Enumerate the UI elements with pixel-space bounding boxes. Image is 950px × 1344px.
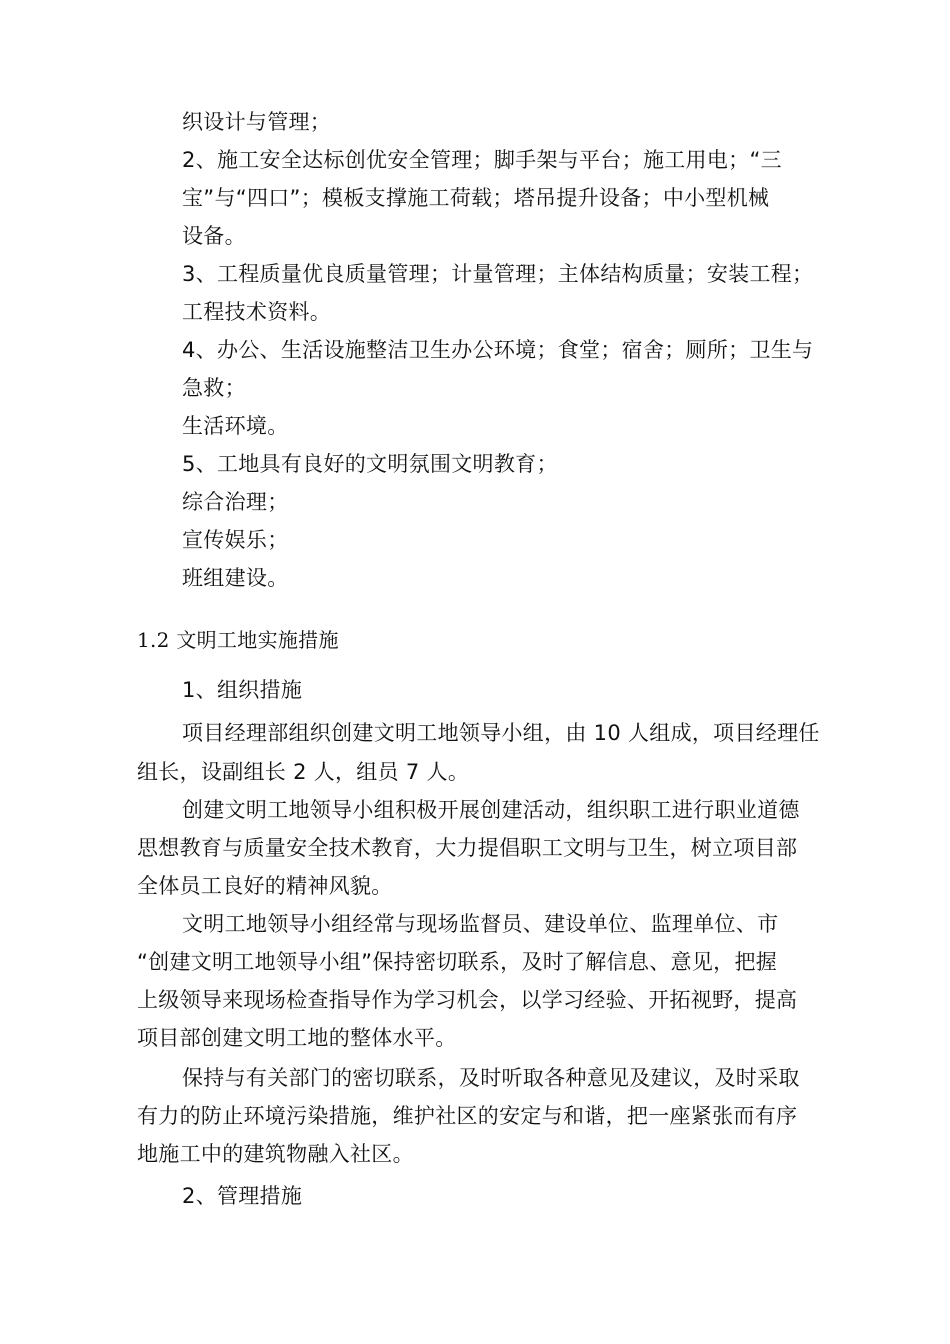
subsection-heading: 1、组织措施 (182, 678, 303, 702)
subsection-heading: 2、管理措施 (182, 1184, 303, 1208)
text-line: 3、工程质量优良质量管理；计量管理；主体结构质量；安装工程； (182, 262, 814, 286)
text-line: 思想教育与质量安全技术教育，大力提倡职工文明与卫生，树立项目部 (137, 836, 798, 860)
text-line: 组长，设副组长 2 人，组员 7 人。 (137, 760, 470, 784)
text-line: 保持与有关部门的密切联系，及时听取各种意见及建议，及时采取 (182, 1066, 800, 1090)
text-line: 4、办公、生活设施整洁卫生办公环境；食堂；宿舍；厕所；卫生与 (182, 338, 814, 362)
text-line: 全体员工良好的精神风貌。 (137, 874, 393, 898)
text-line: 宣传娱乐； (182, 528, 289, 552)
text-line: 上级领导来现场检查指导作为学习机会，以学习经验、开拓视野，提高 (137, 988, 798, 1012)
text-line: 项目部创建文明工地的整体水平。 (137, 1026, 457, 1050)
text-line: 项目经理部组织创建文明工地领导小组，由 10 人组成，项目经理任 (182, 721, 820, 745)
text-line: 有力的防止环境污染措施，维护社区的安定与和谐，把一座紧张而有序 (137, 1104, 798, 1128)
text-line: 工程技术资料。 (182, 300, 332, 324)
text-line: 班组建设。 (182, 566, 289, 590)
text-line: 2、施工安全达标创优安全管理；脚手架与平台；施工用电；“三 (182, 148, 782, 172)
text-line: 急救； (182, 376, 246, 400)
text-line: “创建文明工地领导小组”保持密切联系，及时了解信息、意见，把握 (137, 950, 778, 974)
text-line: 织设计与管理； (182, 110, 332, 134)
text-line: 创建文明工地领导小组积极开展创建活动，组织职工进行职业道德 (182, 798, 800, 822)
text-line: 宝”与“四口”；模板支撑施工荷载；塔吊提升设备；中小型机械 (182, 186, 770, 210)
text-line: 5、工地具有良好的文明氛围文明教育； (182, 452, 558, 476)
text-line: 文明工地领导小组经常与现场监督员、建设单位、监理单位、市 (182, 912, 779, 936)
section-heading: 1.2 文明工地实施措施 (137, 628, 339, 652)
text-line: 综合治理； (182, 490, 289, 514)
text-line: 地施工中的建筑物融入社区。 (137, 1142, 414, 1166)
text-line: 生活环境。 (182, 414, 289, 438)
text-line: 设备。 (182, 224, 246, 248)
